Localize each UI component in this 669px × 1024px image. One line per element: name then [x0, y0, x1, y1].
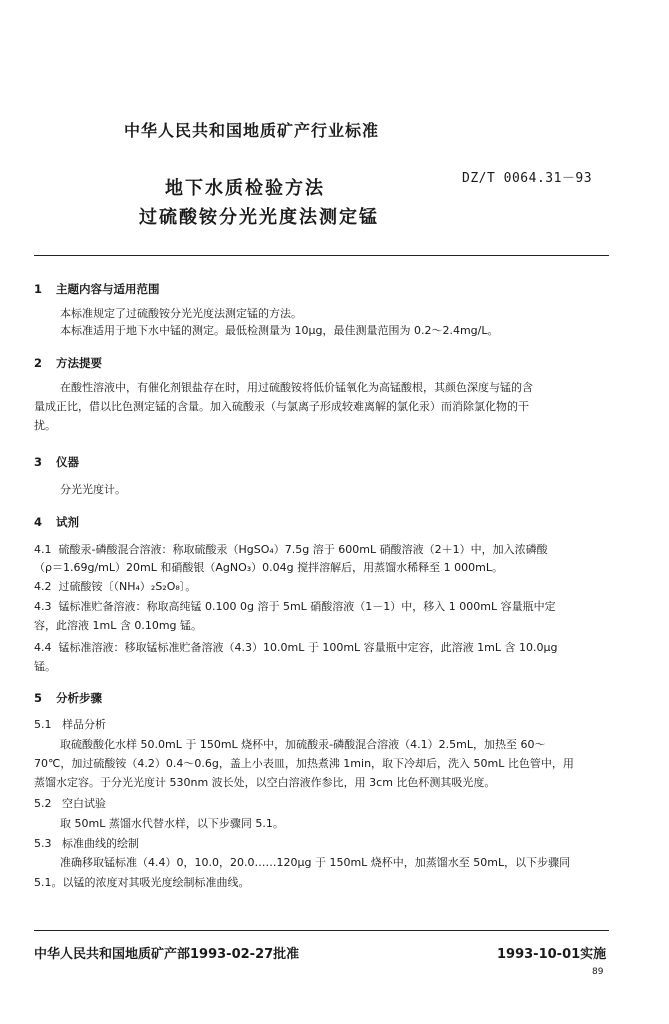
subsection-5-2-line: 取 50mL 蒸馏水代替水样，以下步骤同 5.1。	[60, 817, 284, 830]
subsection-5-1-line: 70℃，加过硫酸铵（4.2）0.4～0.6g，盖上小表皿，加热煮沸 1min，取下冷却后，洗入 50mL 比色管中，用	[34, 757, 574, 770]
subsection-5-3-line: 5.1。以锰的浓度对其吸光度绘制标准曲线。	[34, 876, 250, 889]
item-4-2	[34, 580, 196, 594]
subsection-5-1-line: 蒸馏水定容。于分光光度计 530nm 波长处，以空白溶液作参比，用 3cm 比色杯测其吸光度。	[34, 776, 496, 789]
document-title-line1: 地下水质检验方法	[165, 178, 325, 199]
subsection-title: 标准曲线的绘制	[62, 837, 139, 850]
item-number: 4.1	[34, 543, 52, 556]
section-3-line: 分光光度计。	[60, 483, 126, 496]
subsection-5-1-title	[34, 718, 106, 732]
section-2-line: 量成正比，借以比色测定锰的含量。加入硫酸汞（与氯离子形成较难离解的氯化汞）而消除氯化物的干	[34, 400, 529, 413]
section-2-line: 扰。	[34, 419, 56, 432]
section-2-heading: 2 方法提要	[34, 356, 102, 370]
subsection-title: 空白试验	[62, 797, 106, 810]
section-1-heading: 1 主题内容与适用范围	[34, 282, 160, 296]
standard-code: DZ/T 0064.31－93	[462, 171, 593, 186]
footer-divider	[34, 930, 609, 931]
subsection-title: 样品分析	[62, 718, 106, 731]
document-title-line2: 过硫酸铵分光光度法测定锰	[139, 207, 379, 228]
section-1-line: 本标准规定了过硫酸铵分光光度法测定锰的方法。	[60, 307, 302, 320]
item-number: 4.3	[34, 600, 52, 613]
subsection-5-2-title	[34, 797, 106, 811]
organization-title: 中华人民共和国地质矿产行业标准	[124, 121, 380, 140]
section-1-line: 本标准适用于地下水中锰的测定。最低检测量为 10μg，最佳测量范围为 0.2～2.4mg/L。	[60, 324, 499, 337]
item-number: 4.2	[34, 580, 52, 593]
item-4-4-cont: 锰。	[34, 660, 56, 673]
section-3-heading: 3 仪器	[34, 455, 79, 469]
page-number: 89	[592, 967, 604, 977]
subsection-5-3-title	[34, 837, 139, 851]
subsection-number: 5.2	[34, 797, 52, 810]
subsection-number: 5.3	[34, 837, 52, 850]
subsection-number: 5.1	[34, 718, 52, 731]
item-number: 4.4	[34, 641, 52, 654]
item-text: 过硫酸铵〔（NH₄）₂S₂O₈〕。	[58, 580, 197, 593]
section-5-heading: 5 分析步骤	[34, 691, 102, 705]
item-text: 锰标准溶液：移取锰标准贮备溶液（4.3）10.0mL 于 100mL 容量瓶中定容，此溶液 1mL 含 10.0μg	[58, 641, 558, 654]
section-4-heading: 4 试剂	[34, 515, 79, 529]
approval-statement: 中华人民共和国地质矿产部1993-02-27批准	[34, 947, 300, 962]
item-4-1-cont: （ρ＝1.69g/mL）20mL 和硝酸银（AgNO₃）0.04g 搅拌溶解后，用蒸馏水稀释至 1 000mL。	[34, 561, 503, 574]
item-4-3-cont: 容，此溶液 1mL 含 0.10mg 锰。	[34, 619, 203, 632]
item-4-4	[34, 641, 557, 655]
effective-date: 1993-10-01实施	[497, 947, 607, 962]
item-4-1	[34, 543, 548, 557]
item-4-3	[34, 600, 556, 614]
section-2-line: 在酸性溶液中，有催化剂银盐存在时，用过硫酸铵将低价锰氧化为高锰酸根，其颜色深度与锰的含	[60, 381, 533, 394]
item-text: 锰标准贮备溶液：称取高纯锰 0.100 0g 溶于 5mL 硝酸溶液（1－1）中，移入 1 000mL 容量瓶中定	[58, 600, 556, 613]
subsection-5-3-line: 准确移取锰标准（4.4）0，10.0，20.0……120μg 于 150mL 烧杯中，加蒸馏水至 50mL，以下步骤同	[60, 856, 571, 869]
header-divider	[34, 255, 609, 256]
item-text: 硫酸汞-磷酸混合溶液：称取硫酸汞（HgSO₄）7.5g 溶于 600mL 硝酸溶液（2＋1）中，加入浓磷酸	[58, 543, 548, 556]
subsection-5-1-line: 取硫酸酸化水样 50.0mL 于 150mL 烧杯中，加硫酸汞-磷酸混合溶液（4.1）2.5mL，加热至 60～	[60, 738, 546, 751]
